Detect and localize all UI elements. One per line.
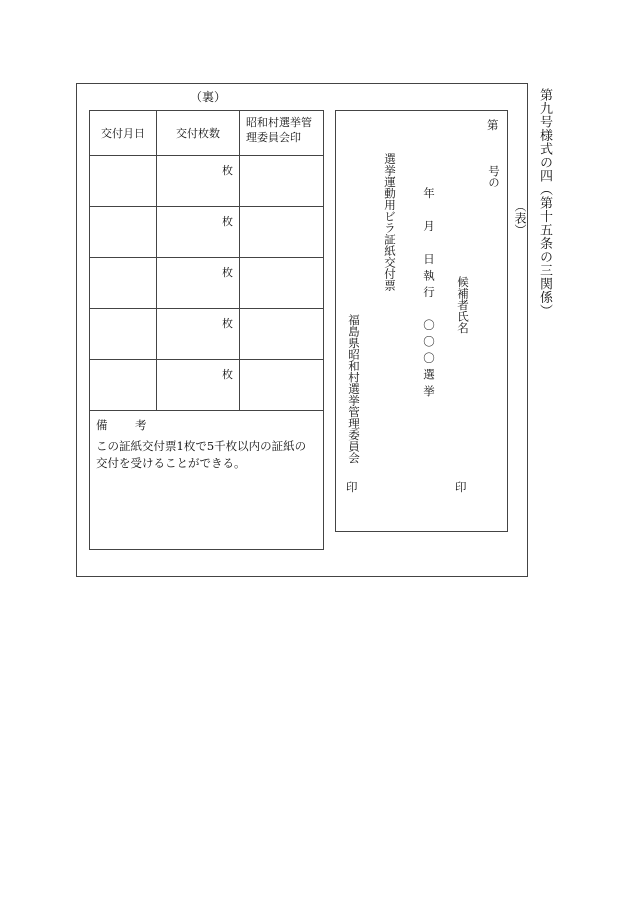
issue-count-cell (157, 258, 240, 309)
table-row (90, 156, 324, 207)
table-row (90, 360, 324, 411)
issue-count-cell (157, 360, 240, 411)
header-committee-seal: 昭和村選挙管理委員会印 (240, 111, 324, 156)
count-unit: 枚 (222, 215, 233, 228)
header-issue-date: 交付月日 (90, 111, 157, 156)
issue-date-cell (90, 156, 157, 207)
ticket-title: 選挙運動用ビラ証紙交付票 (383, 153, 397, 291)
issue-date-cell (90, 207, 157, 258)
count-unit: 枚 (222, 164, 233, 177)
front-side-label: （表） (513, 200, 527, 236)
count-unit: 枚 (222, 317, 233, 330)
front-side-panel (335, 110, 508, 532)
notes-cell (90, 411, 324, 550)
count-unit: 枚 (222, 368, 233, 381)
table-row (90, 207, 324, 258)
issue-count-cell (157, 156, 240, 207)
notes-text: この証紙交付票1枚で5千枚以内の証紙の交付を受けることができる。 (96, 439, 307, 470)
header-issue-count: 交付枚数 (157, 111, 240, 156)
back-side-table (89, 110, 324, 550)
candidate-name-label: 候補者氏名 (456, 276, 470, 334)
count-unit: 枚 (222, 266, 233, 279)
number-prefix: 第 (487, 118, 499, 132)
number-suffix: 号の (487, 165, 501, 188)
notes-row (90, 411, 324, 550)
election-date-line: 年 月 日執行 〇〇〇選挙 (422, 187, 436, 402)
issue-count-cell (157, 207, 240, 258)
issue-date-cell (90, 309, 157, 360)
seal-cell (240, 156, 324, 207)
notes-title: 備 考 (96, 418, 155, 432)
committee-seal-mark: 印 (346, 480, 358, 494)
committee-name: 福島県昭和村選挙管理委員会 (347, 314, 361, 464)
seal-cell (240, 360, 324, 411)
issue-count-cell (157, 309, 240, 360)
table-row (90, 309, 324, 360)
seal-cell (240, 207, 324, 258)
issue-date-cell (90, 360, 157, 411)
seal-cell (240, 309, 324, 360)
issue-date-cell (90, 258, 157, 309)
candidate-seal-mark: 印 (455, 480, 467, 494)
back-side-label: （裏） (190, 90, 227, 104)
table-row (90, 258, 324, 309)
table-header-row (90, 111, 324, 156)
seal-cell (240, 258, 324, 309)
form-title: 第九号様式の四（第十五条の三関係） (537, 88, 552, 318)
